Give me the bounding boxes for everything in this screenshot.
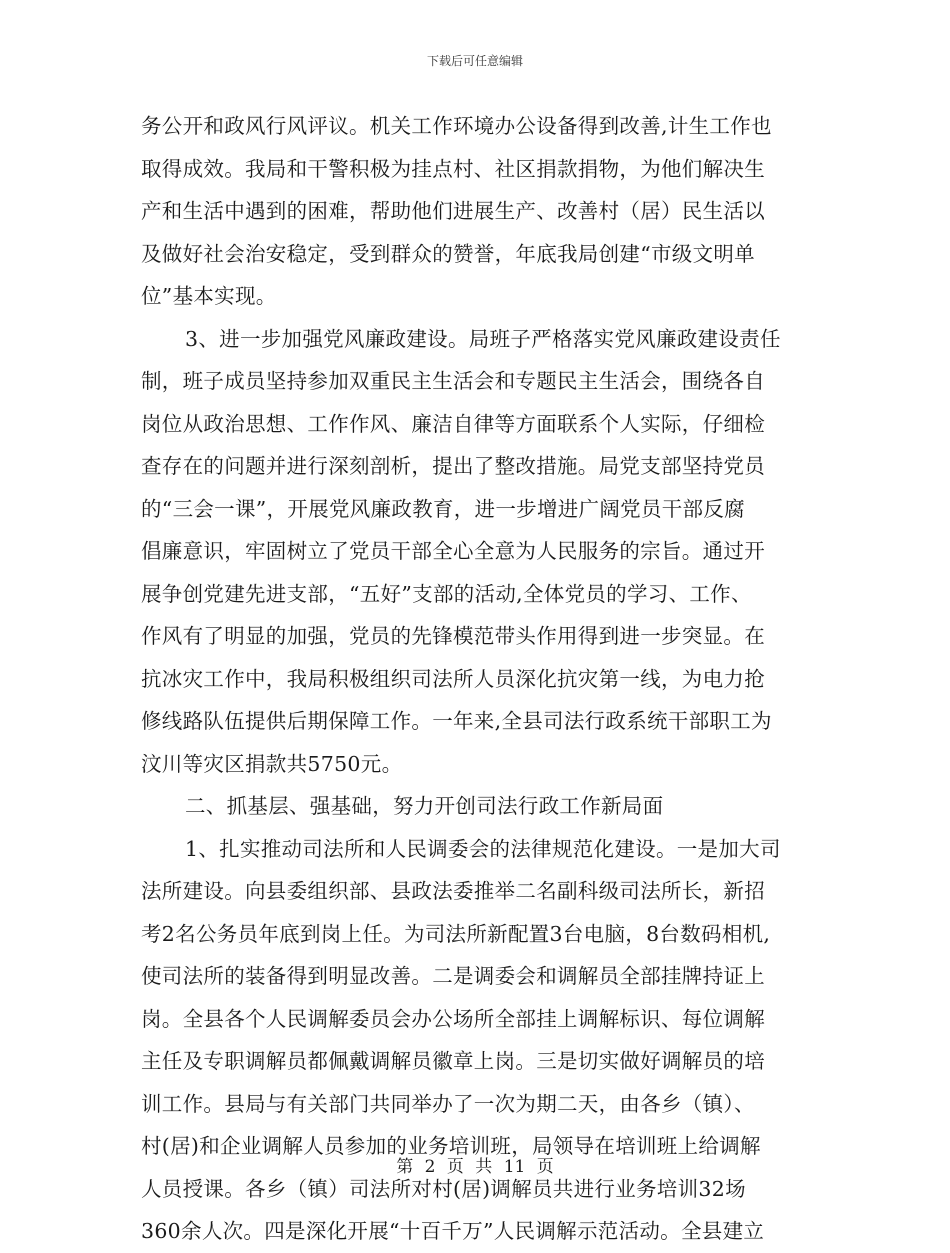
text-line: 主任及专职调解员都佩戴调解员徽章上岗。三是切实做好调解员的培: [141, 1049, 765, 1073]
text-line: 360余人次。四是深化开展“十百千万”人民调解示范活动。全县建立: [141, 1219, 765, 1243]
text-line: 取得成效。我局和干警积极为挂点村、社区捐款捐物，为他们解决生: [141, 156, 765, 181]
text-line: 倡廉意识，牢固树立了党员干部全心全意为人民服务的宗旨。通过开: [141, 539, 765, 563]
text-line: 训工作。县局与有关部门共同举办了一次为期二天，由各乡（镇）、: [141, 1091, 755, 1116]
text-line: 法所建设。向县委组织部、县政法委推举二名副科级司法所长，新招: [141, 879, 765, 903]
text-line: 1、扎实推动司法所和人民调委会的法律规范化建设。一是加大司: [185, 836, 781, 861]
text-line: 及做好社会治安稳定，受到群众的赞誉，年底我局创建“市级文明单: [141, 241, 755, 266]
text-line: 作风有了明显的加强，党员的先锋模范带头作用得到进一步突显。在: [141, 624, 765, 648]
text-line: 3、进一步加强党风廉政建设。局班子严格落实党风廉政建设责任: [185, 326, 781, 351]
text-line: 制，班子成员坚持参加双重民主生活会和专题民主生活会，围绕各自: [141, 369, 765, 393]
text-line: 的“三会一课”，开展党风廉政教育，进一步增进广阔党员干部反腐: [141, 496, 745, 521]
document-body: [141, 105, 811, 1253]
text-line: 查存在的问题并进行深刻剖析，提出了整改措施。局党支部坚持党员: [141, 454, 765, 478]
text-line: 位”基本实现。: [141, 284, 277, 308]
text-line: 岗。全县各个人民调解委员会办公场所全部挂上调解标识、每位调解: [141, 1006, 765, 1031]
text-line: 产和生活中遇到的困难，帮助他们进展生产、改善村（居）民生活以: [141, 199, 765, 223]
page-number-footer: 第 2 页 共 11 页: [396, 1157, 554, 1177]
text-line: 展争创党建先进支部，“五好”支部的活动,全体党员的学习、工作、: [141, 581, 752, 606]
text-line: 修线路队伍提供后期保障工作。一年来,全县司法行政系统干部职工为: [141, 709, 772, 733]
text-line: 务公开和政风行风评议。机关工作环境办公设备得到改善,计生工作也: [141, 114, 772, 138]
text-line: 人员授课。各乡（镇）司法所对村(居)调解员共进行业务培训32场: [141, 1176, 746, 1201]
text-line: 抗冰灾工作中，我局积极组织司法所人员深化抗灾第一线，为电力抢: [141, 666, 765, 691]
text-line: 二、抓基层、强基础，努力开创司法行政工作新局面: [185, 794, 664, 818]
text-line: 考2名公务员年底到岗上任。为司法所新配置3台电脑，8台数码相机,: [141, 921, 771, 946]
text-line: 汶川等灾区捐款共5750元。: [141, 751, 403, 776]
text-line: 使司法所的装备得到明显改善。二是调委会和调解员全部挂牌持证上: [141, 964, 765, 988]
text-line: 岗位从政治思想、工作作风、廉洁自律等方面联系个人实际，仔细检: [141, 411, 765, 436]
text-line: 村(居)和企业调解人员参加的业务培训班，局领导在培训班上给调解: [141, 1134, 761, 1158]
page-header-note: 下载后可任意编辑: [426, 54, 523, 68]
